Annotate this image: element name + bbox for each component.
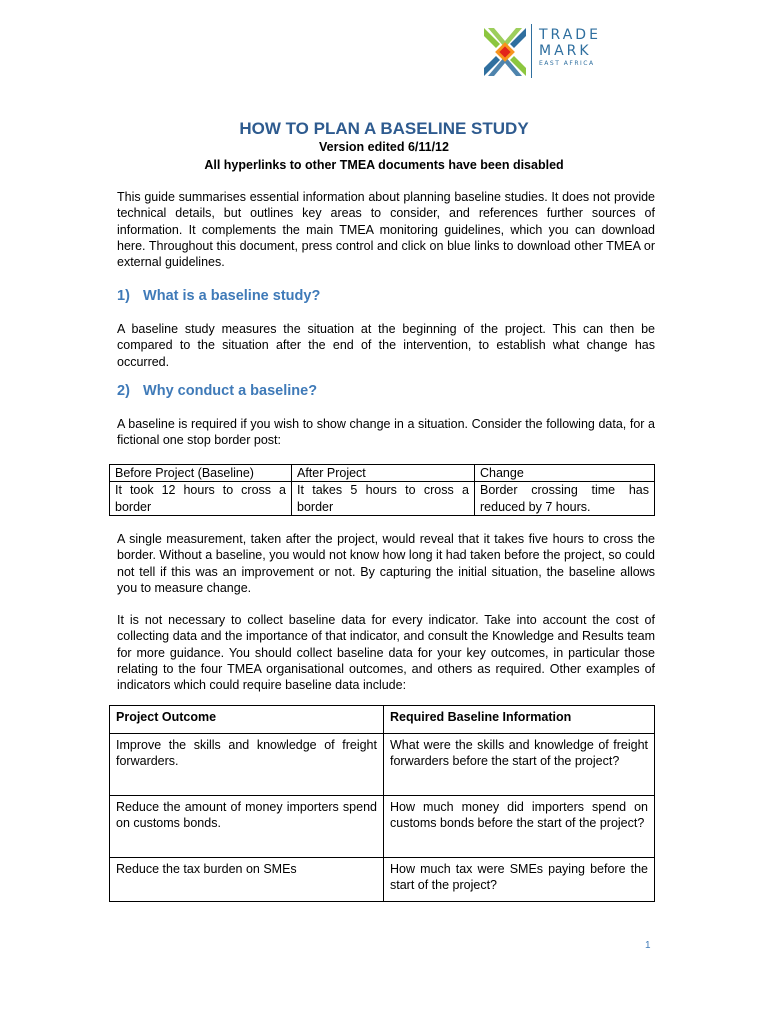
table-cell: It took 12 hours to cross a border	[110, 482, 292, 516]
table-cell: Border crossing time has reduced by 7 hours.	[475, 482, 655, 516]
table-header-cell: Before Project (Baseline)	[110, 465, 292, 482]
section-2-paragraph-3: It is not necessary to collect baseline data for every indicator. Take into account the cost of collecting data and the importance of that indicator, and consult the Knowledge and Results team for more guidance. You should collect baseline data for your key outcomes, in particular those relating to the four TMEA organisational outcomes, and others as required. Other examples of indicators which could require baseline data include:	[117, 613, 655, 693]
logo-mark-icon	[482, 26, 528, 78]
logo-line-east-africa: EAST AFRICA	[539, 60, 595, 67]
table-row	[110, 858, 655, 902]
border-crossing-table	[109, 464, 655, 516]
table-row	[110, 796, 655, 858]
intro-paragraph: This guide summarises essential information about planning baseline studies. It does not provide technical details, but outlines key areas to consider, and references further sources of information. It complements the main TMEA monitoring guidelines, which you can download here. Throughout this document, press control and click on blue links to download other TMEA or external guidelines.	[117, 190, 655, 270]
section-2-number: 2)	[117, 383, 130, 399]
indicator-examples-table	[109, 705, 655, 902]
table-cell: How much money did importers spend on customs bonds before the start of the project?	[384, 796, 655, 858]
table-cell: Improve the skills and knowledge of freight forwarders.	[110, 734, 384, 796]
table-cell: What were the skills and knowledge of freight forwarders before the start of the project?	[384, 734, 655, 796]
table-header-cell: After Project	[292, 465, 475, 482]
section-2-title: Why conduct a baseline?	[143, 383, 318, 399]
section-1-body: A baseline study measures the situation at the beginning of the project. This can then be compared to the situation after the end of the intervention, to establish what change has occurred.	[117, 322, 655, 369]
table-header-cell: Change	[475, 465, 655, 482]
document-title: HOW TO PLAN A BASELINE STUDY	[239, 119, 529, 138]
page-number: 1	[645, 940, 651, 951]
version-line: Version edited 6/11/12	[319, 140, 449, 154]
hyperlink-notice: All hyperlinks to other TMEA documents have been disabled	[204, 158, 564, 172]
table-header-row	[110, 706, 655, 734]
logo-line-mark: MARK	[539, 43, 592, 59]
logo-text	[539, 27, 601, 69]
section-1-number: 1)	[117, 288, 130, 304]
table-cell: It takes 5 hours to cross a border	[292, 482, 475, 516]
table-header-cell: Required Baseline Information	[384, 706, 655, 734]
table-cell: Reduce the tax burden on SMEs	[110, 858, 384, 902]
trademark-east-africa-logo	[482, 24, 607, 80]
section-1-heading	[117, 288, 320, 304]
section-2-paragraph-2: A single measurement, taken after the project, would reveal that it takes five hours to cross the border. Without a baseline, you would not know how long it had taken before the project, so could not tell if this was an improvement or not. By capturing the initial situation, the baseline allows you to measure change.	[117, 532, 655, 595]
table-header-cell: Project Outcome	[110, 706, 384, 734]
section-2-heading	[117, 383, 317, 399]
logo-divider	[531, 24, 532, 78]
section-1-title: What is a baseline study?	[143, 288, 321, 304]
table-row	[110, 482, 655, 516]
table-header-row	[110, 465, 655, 482]
table-row	[110, 734, 655, 796]
table-cell: How much tax were SMEs paying before the start of the project?	[384, 858, 655, 902]
section-2-body: A baseline is required if you wish to show change in a situation. Consider the following data, for a fictional one stop border post:	[117, 417, 655, 448]
table-cell: Reduce the amount of money importers spend on customs bonds.	[110, 796, 384, 858]
logo-line-trade: TRADE	[539, 27, 601, 43]
